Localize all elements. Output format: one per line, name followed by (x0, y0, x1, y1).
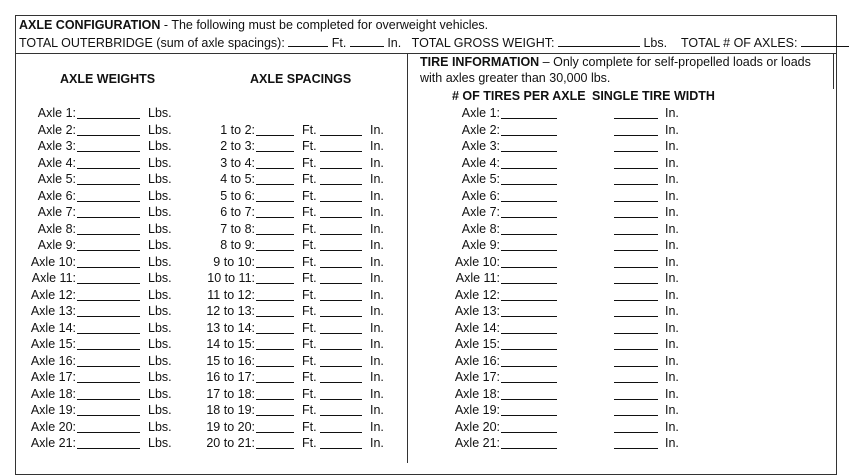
right-edge-divider (833, 53, 834, 89)
axle-weight-unit: Lbs. (148, 222, 172, 236)
axle-weight-label: Axle 1: (37, 106, 76, 120)
table-row (0, 288, 850, 304)
axle-weights-heading: AXLE WEIGHTS (60, 72, 156, 86)
tires-per-axle-field[interactable] (501, 139, 557, 152)
spacing-in-unit: In. (370, 304, 384, 318)
tire-width-unit: In. (665, 106, 679, 120)
spacing-in-unit: In. (370, 205, 384, 219)
spacing-in-field[interactable] (320, 304, 362, 317)
gross-weight-field[interactable] (558, 35, 640, 47)
axle-weight-unit: Lbs. (148, 172, 172, 186)
tires-per-axle-field[interactable] (501, 156, 557, 169)
axle-spacings-heading: AXLE SPACINGS (250, 72, 352, 86)
axle-spacing-label: 14 to 15: (206, 337, 255, 351)
spacing-in-unit: In. (370, 288, 384, 302)
table-row (0, 123, 850, 139)
tires-per-axle-field[interactable] (501, 337, 557, 350)
tires-per-axle-field[interactable] (501, 436, 557, 449)
axle-spacing-label: 20 to 21: (206, 436, 255, 450)
axle-weight-field[interactable] (77, 156, 140, 169)
axle-spacing-label: 6 to 7: (220, 205, 255, 219)
spacing-ft-field[interactable] (256, 222, 294, 235)
spacing-in-field[interactable] (320, 354, 362, 367)
totals-line (19, 35, 849, 50)
axle-weight-unit: Lbs. (148, 387, 172, 401)
tire-axle-label: Axle 13: (454, 304, 500, 318)
tire-axle-label: Axle 9: (461, 238, 500, 252)
axle-weight-field[interactable] (77, 370, 140, 383)
tire-width-unit: In. (665, 222, 679, 236)
axle-weight-field[interactable] (77, 271, 140, 284)
tire-width-field[interactable] (614, 106, 658, 119)
axle-weight-field[interactable] (77, 403, 140, 416)
axle-configuration-header (19, 18, 488, 32)
tire-width-unit: In. (665, 156, 679, 170)
axle-weight-label: Axle 18: (30, 387, 76, 401)
axle-weight-unit: Lbs. (148, 403, 172, 417)
axle-weight-label: Axle 6: (37, 189, 76, 203)
tire-axle-label: Axle 21: (454, 436, 500, 450)
spacing-ft-field[interactable] (256, 205, 294, 218)
spacing-ft-unit: Ft. (302, 370, 317, 384)
spacing-ft-unit: Ft. (302, 255, 317, 269)
tires-per-axle-field[interactable] (501, 205, 557, 218)
spacing-ft-unit: Ft. (302, 288, 317, 302)
axle-weight-unit: Lbs. (148, 354, 172, 368)
axle-weight-label: Axle 8: (37, 222, 76, 236)
tire-axle-label: Axle 19: (454, 403, 500, 417)
spacing-ft-field[interactable] (256, 370, 294, 383)
axle-weight-label: Axle 9: (37, 238, 76, 252)
spacing-in-field[interactable] (320, 123, 362, 136)
spacing-ft-unit: Ft. (302, 403, 317, 417)
axle-weight-label: Axle 5: (37, 172, 76, 186)
spacing-ft-field[interactable] (256, 189, 294, 202)
axle-weight-label: Axle 20: (30, 420, 76, 434)
spacing-ft-field[interactable] (256, 387, 294, 400)
tires-per-axle-field[interactable] (501, 106, 557, 119)
spacing-in-field[interactable] (320, 222, 362, 235)
tire-width-unit: In. (665, 172, 679, 186)
table-row (0, 255, 850, 271)
axle-weight-field[interactable] (77, 255, 140, 268)
axle-weight-label: Axle 19: (30, 403, 76, 417)
tire-axle-label: Axle 8: (461, 222, 500, 236)
total-axles-label: TOTAL # OF AXLES: (681, 36, 801, 50)
tires-per-axle-field[interactable] (501, 403, 557, 416)
axle-weight-label: Axle 2: (37, 123, 76, 137)
table-row (0, 354, 850, 370)
spacing-ft-field[interactable] (256, 403, 294, 416)
tire-width-unit: In. (665, 387, 679, 401)
section-note: - The following must be completed for overweight vehicles. (160, 18, 489, 32)
spacing-ft-field[interactable] (256, 271, 294, 284)
tire-width-field[interactable] (614, 403, 658, 416)
spacing-in-unit: In. (370, 370, 384, 384)
tire-axle-label: Axle 1: (461, 106, 500, 120)
tire-axle-label: Axle 6: (461, 189, 500, 203)
tire-axle-label: Axle 2: (461, 123, 500, 137)
tire-axle-label: Axle 16: (454, 354, 500, 368)
spacing-ft-field[interactable] (256, 354, 294, 367)
tire-axle-label: Axle 14: (454, 321, 500, 335)
tire-width-field[interactable] (614, 238, 658, 251)
tire-width-unit: In. (665, 403, 679, 417)
gross-weight-label: TOTAL GROSS WEIGHT: (411, 36, 558, 50)
table-row (0, 436, 850, 452)
axle-weight-unit: Lbs. (148, 436, 172, 450)
axle-weight-unit: Lbs. (148, 123, 172, 137)
tire-width-unit: In. (665, 321, 679, 335)
axle-weight-unit: Lbs. (148, 337, 172, 351)
spacing-ft-field[interactable] (256, 172, 294, 185)
axle-weight-unit: Lbs. (148, 271, 172, 285)
tire-info-title: TIRE INFORMATION (420, 55, 540, 69)
tire-axle-label: Axle 17: (454, 370, 500, 384)
tire-width-unit: In. (665, 205, 679, 219)
axle-spacing-label: 15 to 16: (206, 354, 255, 368)
spacing-in-field[interactable] (320, 156, 362, 169)
spacing-in-unit: In. (370, 420, 384, 434)
section-title: AXLE CONFIGURATION (19, 18, 161, 32)
table-row (0, 205, 850, 221)
spacing-in-unit: In. (370, 172, 384, 186)
tires-per-axle-heading: # OF TIRES PER AXLE (452, 89, 586, 103)
tire-axle-label: Axle 5: (461, 172, 500, 186)
tire-width-unit: In. (665, 255, 679, 269)
tire-width-field[interactable] (614, 271, 658, 284)
spacing-in-unit: In. (370, 403, 384, 417)
table-row (0, 189, 850, 205)
axle-spacing-label: 8 to 9: (220, 238, 255, 252)
table-row (0, 321, 850, 337)
tire-width-field[interactable] (614, 436, 658, 449)
table-row (0, 337, 850, 353)
axle-weight-field[interactable] (77, 337, 140, 350)
outerbridge-label: TOTAL OUTERBRIDGE (sum of axle spacings): (19, 36, 289, 50)
tires-per-axle-field[interactable] (501, 304, 557, 317)
tires-per-axle-field[interactable] (501, 123, 557, 136)
axle-weight-label: Axle 10: (30, 255, 76, 269)
spacing-ft-unit: Ft. (302, 321, 317, 335)
axle-weight-field[interactable] (77, 387, 140, 400)
axle-weight-label: Axle 7: (37, 205, 76, 219)
tire-width-field[interactable] (614, 139, 658, 152)
axle-weight-field[interactable] (77, 321, 140, 334)
axle-spacing-label: 10 to 11: (207, 271, 255, 285)
spacing-ft-field[interactable] (256, 139, 294, 152)
axle-spacing-label: 13 to 14: (206, 321, 255, 335)
spacing-in-unit: In. (370, 123, 384, 137)
axle-weight-label: Axle 4: (37, 156, 76, 170)
table-row (0, 271, 850, 287)
tire-width-field[interactable] (614, 370, 658, 383)
tire-width-unit: In. (665, 420, 679, 434)
tire-width-field[interactable] (614, 189, 658, 202)
tire-width-unit: In. (665, 189, 679, 203)
tires-per-axle-field[interactable] (501, 172, 557, 185)
tire-width-unit: In. (665, 139, 679, 153)
spacing-in-field[interactable] (320, 189, 362, 202)
tires-per-axle-field[interactable] (501, 370, 557, 383)
tire-information-note (420, 54, 830, 86)
table-row (0, 139, 850, 155)
tire-axle-label: Axle 10: (454, 255, 500, 269)
spacing-in-unit: In. (370, 238, 384, 252)
axle-weight-label: Axle 21: (30, 436, 76, 450)
tire-width-field[interactable] (614, 304, 658, 317)
tire-info-text: – Only complete for self-propelled loads or loads with axles greater than 30,000 lbs. (420, 55, 811, 85)
spacing-ft-unit: Ft. (302, 222, 317, 236)
spacing-in-unit: In. (370, 337, 384, 351)
outerbridge-in-unit: In. (387, 36, 402, 50)
axle-weight-field[interactable] (77, 123, 140, 136)
axle-spacing-label: 9 to 10: (213, 255, 255, 269)
spacing-ft-unit: Ft. (302, 123, 317, 137)
axle-spacing-label: 12 to 13: (206, 304, 255, 318)
spacing-ft-field[interactable] (256, 321, 294, 334)
tire-width-unit: In. (665, 288, 679, 302)
total-axles-field[interactable] (801, 35, 849, 47)
tire-width-unit: In. (665, 238, 679, 252)
tire-axle-label: Axle 12: (454, 288, 500, 302)
spacing-in-unit: In. (370, 255, 384, 269)
spacing-ft-unit: Ft. (302, 337, 317, 351)
axle-spacing-label: 2 to 3: (220, 139, 255, 153)
spacing-in-field[interactable] (320, 238, 362, 251)
axle-weight-unit: Lbs. (148, 255, 172, 269)
axle-spacing-label: 18 to 19: (206, 403, 255, 417)
tire-width-field[interactable] (614, 222, 658, 235)
axle-weight-field[interactable] (77, 205, 140, 218)
spacing-ft-field[interactable] (256, 304, 294, 317)
tires-per-axle-field[interactable] (501, 387, 557, 400)
axle-spacing-label: 16 to 17: (206, 370, 255, 384)
axle-weight-field[interactable] (77, 304, 140, 317)
axle-weight-label: Axle 11: (31, 271, 76, 285)
spacing-in-field[interactable] (320, 255, 362, 268)
outerbridge-ft-unit: Ft. (331, 36, 347, 50)
spacing-ft-unit: Ft. (302, 354, 317, 368)
tire-width-field[interactable] (614, 156, 658, 169)
outerbridge-ft-field[interactable] (288, 35, 328, 47)
spacing-in-field[interactable] (320, 337, 362, 350)
tires-per-axle-field[interactable] (501, 354, 557, 367)
axle-weight-field[interactable] (77, 420, 140, 433)
table-row (0, 420, 850, 436)
axle-weight-unit: Lbs. (148, 321, 172, 335)
tire-width-field[interactable] (614, 321, 658, 334)
table-row (0, 370, 850, 386)
spacing-in-unit: In. (370, 156, 384, 170)
spacing-ft-unit: Ft. (302, 156, 317, 170)
spacing-in-unit: In. (370, 139, 384, 153)
spacing-ft-unit: Ft. (302, 304, 317, 318)
axle-weight-field[interactable] (77, 106, 140, 119)
spacing-ft-field[interactable] (256, 436, 294, 449)
spacing-in-field[interactable] (320, 288, 362, 301)
tire-width-unit: In. (665, 337, 679, 351)
axle-weight-unit: Lbs. (148, 288, 172, 302)
axle-weight-field[interactable] (77, 354, 140, 367)
spacing-ft-field[interactable] (256, 337, 294, 350)
axle-weight-unit: Lbs. (148, 189, 172, 203)
spacing-ft-unit: Ft. (302, 189, 317, 203)
tire-width-field[interactable] (614, 337, 658, 350)
axle-spacing-label: 11 to 12: (207, 288, 255, 302)
spacing-ft-unit: Ft. (302, 271, 317, 285)
table-row (0, 387, 850, 403)
spacing-ft-field[interactable] (256, 156, 294, 169)
spacing-in-field[interactable] (320, 205, 362, 218)
tires-per-axle-field[interactable] (501, 271, 557, 284)
tires-per-axle-field[interactable] (501, 255, 557, 268)
spacing-in-unit: In. (370, 321, 384, 335)
tire-axle-label: Axle 3: (461, 139, 500, 153)
spacing-ft-unit: Ft. (302, 238, 317, 252)
axle-weight-field[interactable] (77, 172, 140, 185)
spacing-in-field[interactable] (320, 403, 362, 416)
axle-spacing-label: 17 to 18: (206, 387, 255, 401)
tire-width-unit: In. (665, 123, 679, 137)
tires-per-axle-field[interactable] (501, 238, 557, 251)
tire-width-field[interactable] (614, 123, 658, 136)
outerbridge-in-field[interactable] (350, 35, 384, 47)
axle-weight-unit: Lbs. (148, 304, 172, 318)
tire-axle-label: Axle 4: (461, 156, 500, 170)
axle-weight-label: Axle 14: (30, 321, 76, 335)
axle-weight-label: Axle 13: (30, 304, 76, 318)
spacing-ft-field[interactable] (256, 420, 294, 433)
axle-weight-label: Axle 17: (30, 370, 76, 384)
axle-spacing-label: 5 to 6: (220, 189, 255, 203)
tire-axle-label: Axle 20: (454, 420, 500, 434)
tire-width-field[interactable] (614, 387, 658, 400)
spacing-in-field[interactable] (320, 420, 362, 433)
gross-weight-unit: Lbs. (643, 36, 668, 50)
tire-width-unit: In. (665, 436, 679, 450)
spacing-in-unit: In. (370, 222, 384, 236)
tire-width-unit: In. (665, 271, 679, 285)
axle-weight-label: Axle 12: (30, 288, 76, 302)
spacing-ft-field[interactable] (256, 123, 294, 136)
table-row (0, 403, 850, 419)
table-row (0, 222, 850, 238)
table-row (0, 238, 850, 254)
axle-weight-label: Axle 3: (37, 139, 76, 153)
spacing-ft-field[interactable] (256, 238, 294, 251)
tire-axle-label: Axle 18: (454, 387, 500, 401)
tire-width-unit: In. (665, 370, 679, 384)
axle-spacing-label: 1 to 2: (220, 123, 255, 137)
spacing-ft-unit: Ft. (302, 205, 317, 219)
axle-weight-unit: Lbs. (148, 139, 172, 153)
axle-weight-field[interactable] (77, 288, 140, 301)
tire-width-field[interactable] (614, 288, 658, 301)
tire-width-unit: In. (665, 304, 679, 318)
axle-weight-unit: Lbs. (148, 370, 172, 384)
tire-axle-label: Axle 7: (461, 205, 500, 219)
spacing-in-field[interactable] (320, 321, 362, 334)
spacing-in-field[interactable] (320, 271, 362, 284)
tires-per-axle-field[interactable] (501, 420, 557, 433)
axle-weight-field[interactable] (77, 238, 140, 251)
tire-width-field[interactable] (614, 420, 658, 433)
spacing-ft-unit: Ft. (302, 172, 317, 186)
axle-spacing-label: 7 to 8: (220, 222, 255, 236)
table-row (0, 304, 850, 320)
axle-weight-field[interactable] (77, 189, 140, 202)
axle-weight-field[interactable] (77, 222, 140, 235)
tire-axle-label: Axle 11: (455, 271, 500, 285)
single-tire-width-heading: SINGLE TIRE WIDTH (592, 89, 715, 103)
spacing-in-unit: In. (370, 387, 384, 401)
tire-width-field[interactable] (614, 172, 658, 185)
tire-width-field[interactable] (614, 354, 658, 367)
spacing-in-unit: In. (370, 436, 384, 450)
spacing-ft-field[interactable] (256, 255, 294, 268)
axle-spacing-label: 3 to 4: (220, 156, 255, 170)
axle-spacing-label: 4 to 5: (220, 172, 255, 186)
spacing-ft-unit: Ft. (302, 387, 317, 401)
tire-width-unit: In. (665, 354, 679, 368)
spacing-in-field[interactable] (320, 370, 362, 383)
axle-weight-unit: Lbs. (148, 238, 172, 252)
spacing-in-unit: In. (370, 271, 384, 285)
axle-spacing-label: 19 to 20: (206, 420, 255, 434)
tire-width-field[interactable] (614, 255, 658, 268)
spacing-in-unit: In. (370, 189, 384, 203)
axle-weight-label: Axle 16: (30, 354, 76, 368)
table-row (0, 106, 850, 122)
spacing-ft-unit: Ft. (302, 436, 317, 450)
axle-weight-unit: Lbs. (148, 156, 172, 170)
spacing-in-field[interactable] (320, 387, 362, 400)
axle-weight-unit: Lbs. (148, 205, 172, 219)
tire-axle-label: Axle 15: (454, 337, 500, 351)
axle-weight-label: Axle 15: (30, 337, 76, 351)
spacing-in-field[interactable] (320, 436, 362, 449)
tires-per-axle-field[interactable] (501, 189, 557, 202)
spacing-in-unit: In. (370, 354, 384, 368)
axle-weight-unit: Lbs. (148, 420, 172, 434)
axle-weight-field[interactable] (77, 139, 140, 152)
tires-per-axle-field[interactable] (501, 222, 557, 235)
table-row (0, 172, 850, 188)
axle-weight-unit: Lbs. (148, 106, 172, 120)
spacing-in-field[interactable] (320, 172, 362, 185)
spacing-ft-field[interactable] (256, 288, 294, 301)
spacing-ft-unit: Ft. (302, 139, 317, 153)
spacing-ft-unit: Ft. (302, 420, 317, 434)
tires-per-axle-field[interactable] (501, 321, 557, 334)
tire-width-field[interactable] (614, 205, 658, 218)
tires-per-axle-field[interactable] (501, 288, 557, 301)
spacing-in-field[interactable] (320, 139, 362, 152)
table-row (0, 156, 850, 172)
axle-weight-field[interactable] (77, 436, 140, 449)
